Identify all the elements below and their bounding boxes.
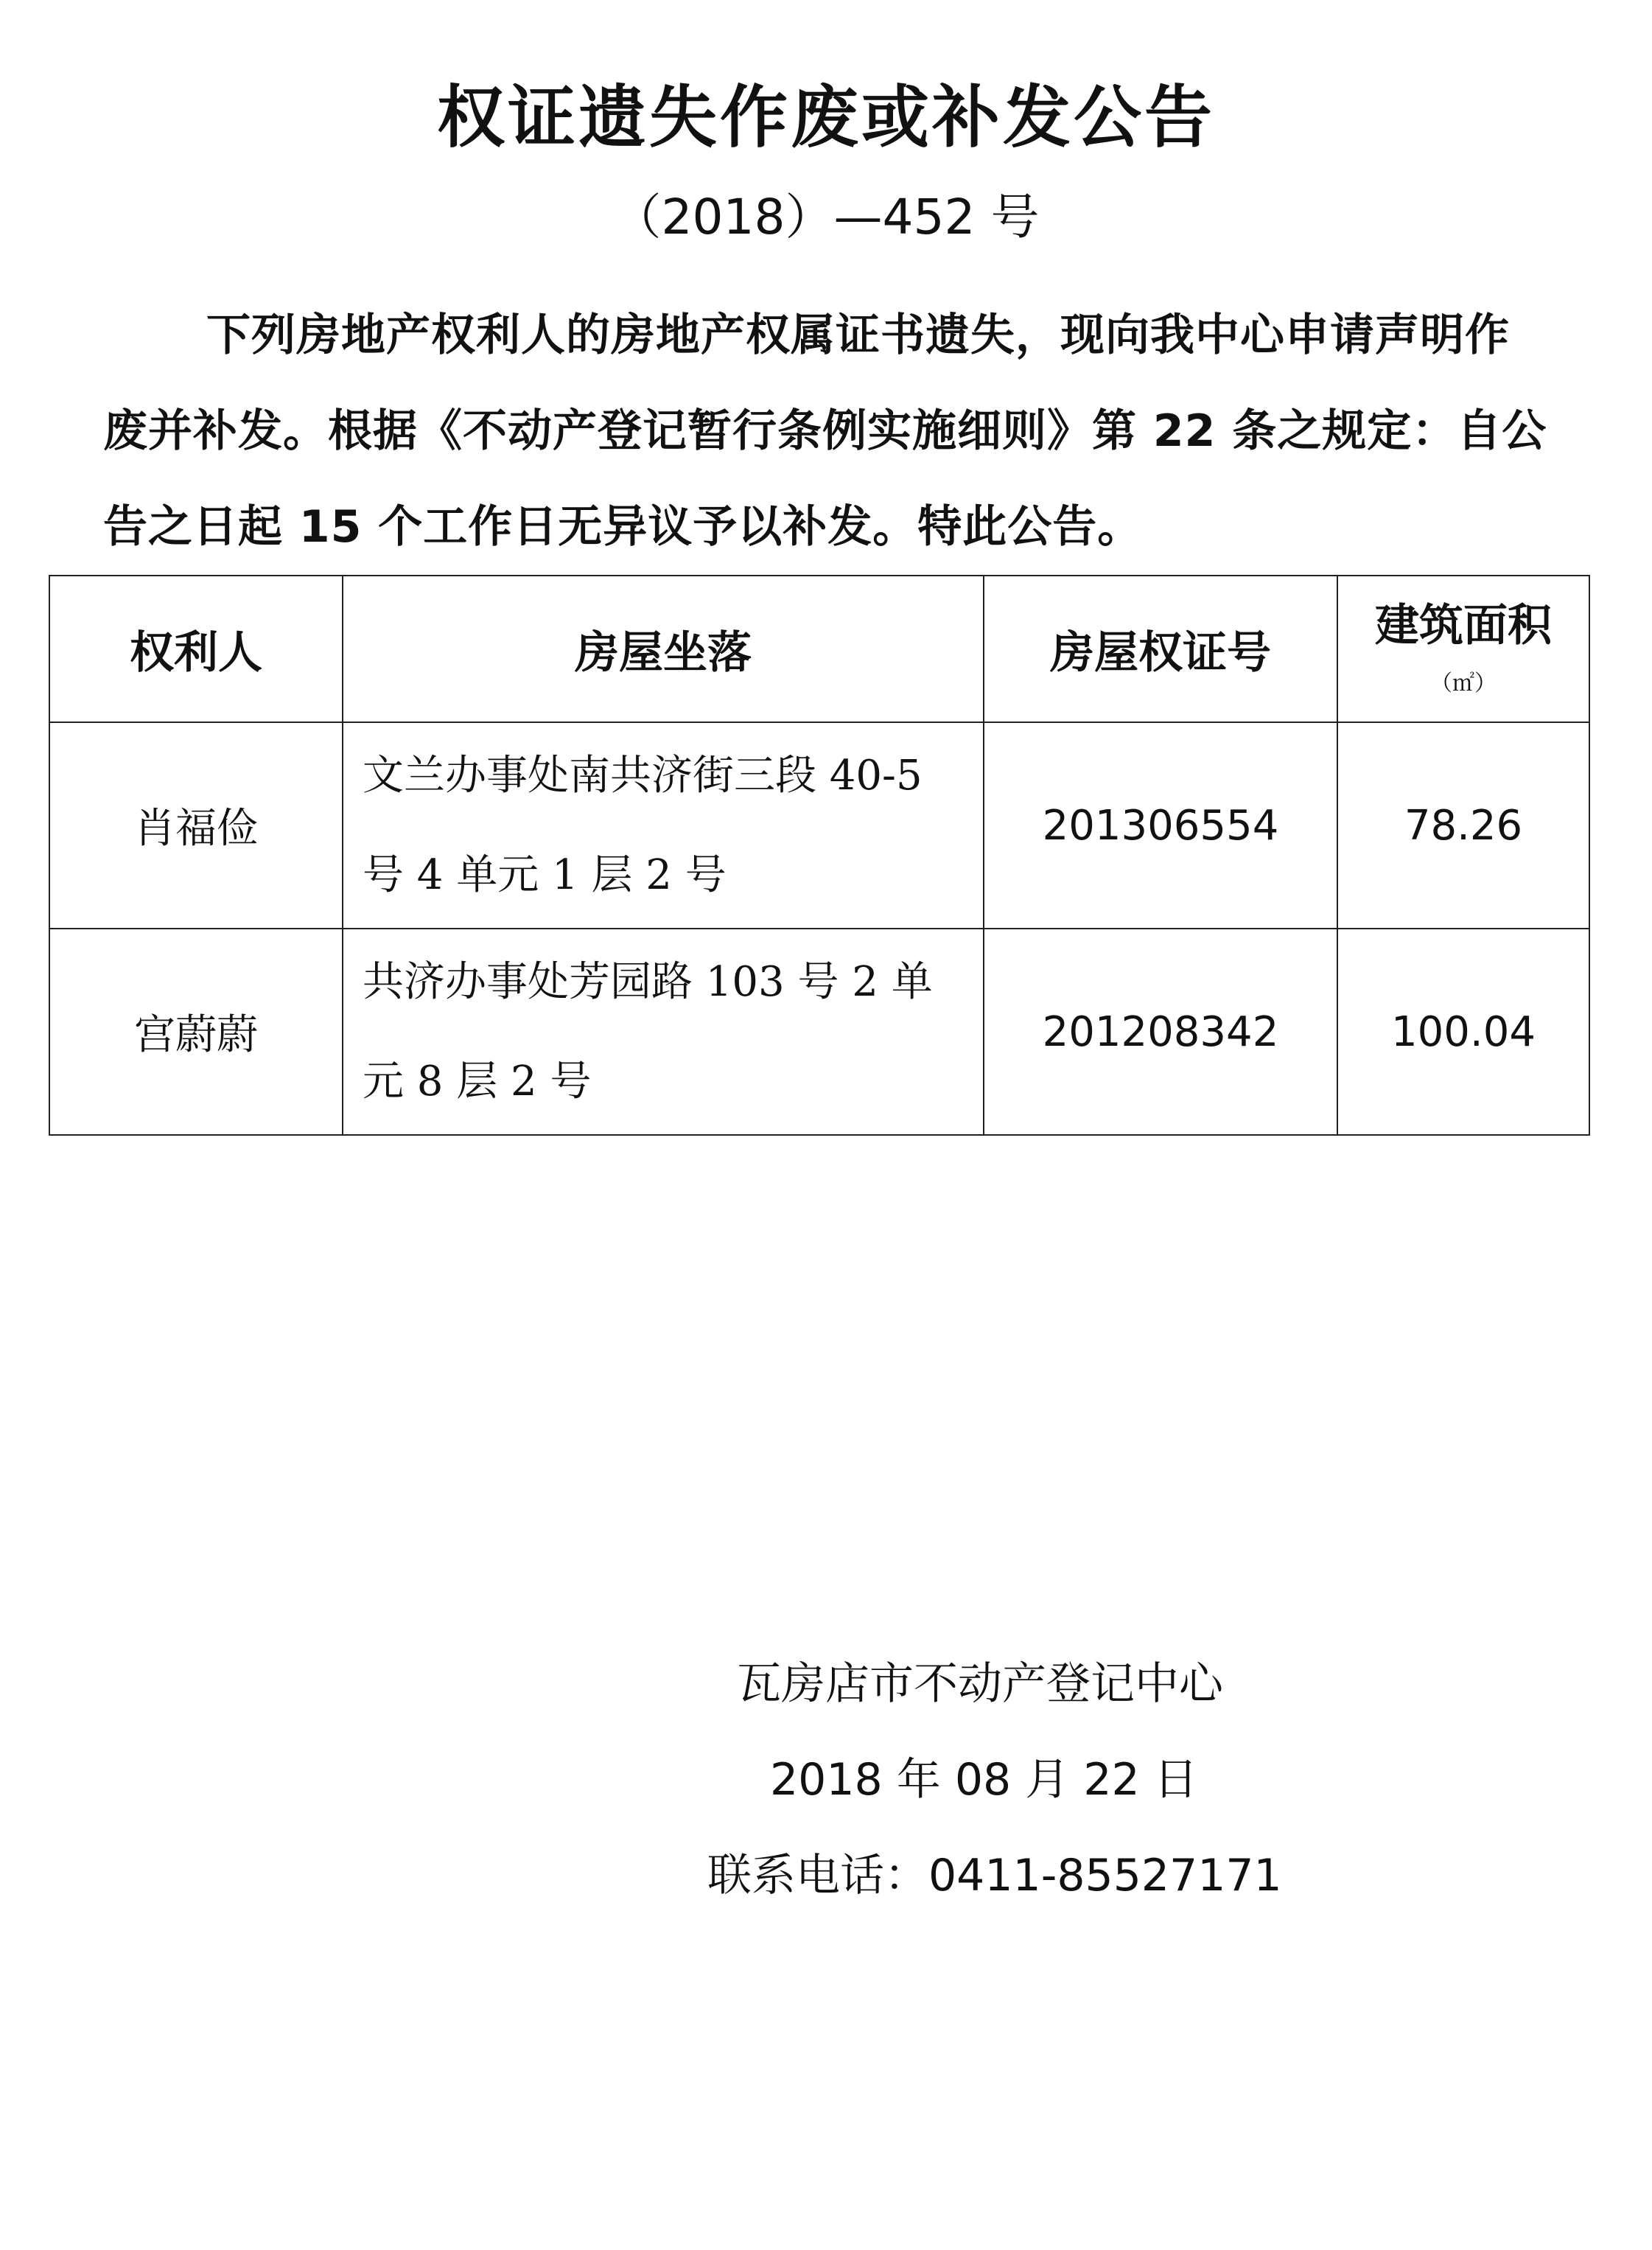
- table-header-row: [49, 576, 1589, 722]
- header-area-label: 建筑面积: [1375, 599, 1552, 651]
- lost-certificate-table: [49, 575, 1590, 1136]
- notice-title: 权证遗失作废或补发公告: [436, 78, 1215, 157]
- header-area-unit: （㎡）: [1430, 670, 1497, 696]
- cell-address: 文兰办事处南共济街三段 40-5 号 4 单元 1 层 2 号: [343, 722, 984, 929]
- cell-cert-no: 201306554: [984, 722, 1337, 929]
- document-number: （2018）—452 号: [612, 189, 1040, 245]
- issue-date: 2018 年 08 月 22 日: [770, 1754, 1198, 1806]
- cell-owner: 肖福俭: [49, 722, 343, 929]
- cell-address: 共济办事处芳园路 103 号 2 单元 8 层 2 号: [343, 929, 984, 1135]
- table-row: [49, 929, 1589, 1135]
- issuer-name: 瓦房店市不动产登记中心: [737, 1658, 1223, 1710]
- notice-body: 下列房地产权利人的房地产权属证书遗失，现向我中心申请声明作废并补发。根据《不动产登记暂行条例实施细则》第 22 条之规定：自公告之日起 15 个工作日无异议予以补发。特此公告。: [103, 310, 1547, 553]
- header-area: [1337, 576, 1589, 722]
- cell-owner: 宫蔚蔚: [49, 929, 343, 1135]
- header-cert-no: 房屋权证号: [984, 576, 1337, 722]
- cell-area: 78.26: [1337, 722, 1589, 929]
- contact-phone: 联系电话：0411-85527171: [707, 1850, 1282, 1901]
- header-owner: 权利人: [49, 576, 343, 722]
- header-address: 房屋坐落: [343, 576, 984, 722]
- cell-cert-no: 201208342: [984, 929, 1337, 1135]
- cell-area: 100.04: [1337, 929, 1589, 1135]
- table-row: [49, 722, 1589, 929]
